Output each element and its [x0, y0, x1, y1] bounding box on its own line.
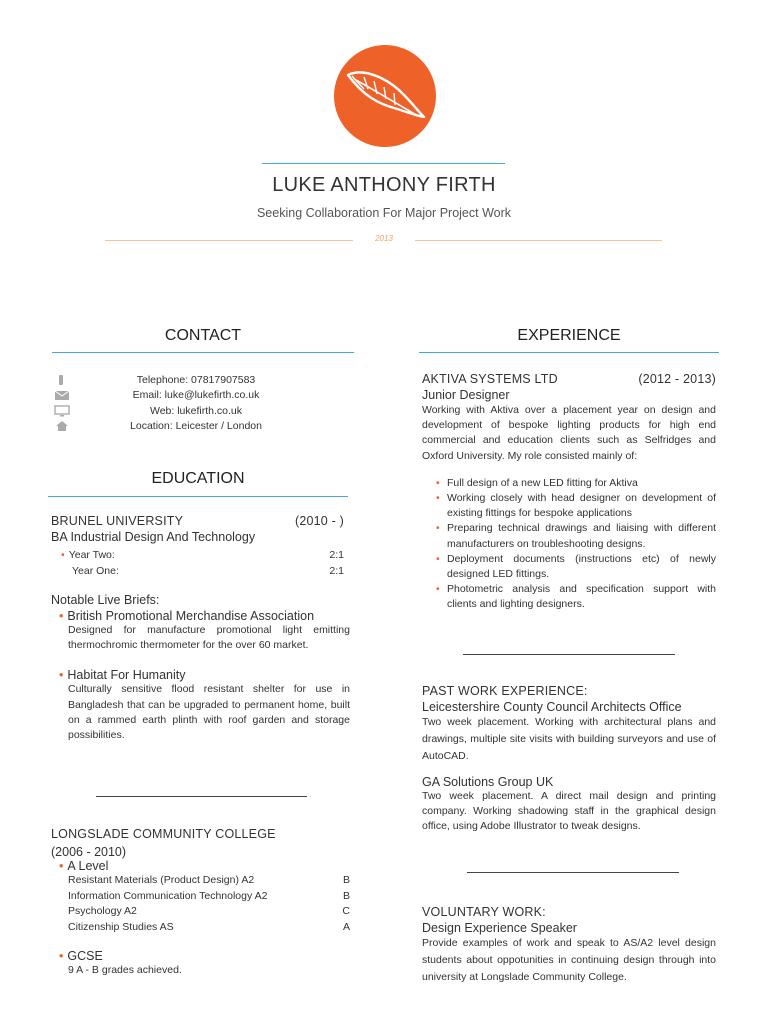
longslade-block [51, 827, 350, 978]
voluntary-role: Design Experience Speaker [422, 921, 577, 935]
feather-icon [334, 45, 436, 147]
past-job-description: Two week placement. A direct mail design and printing company. Working shadowing staff in the graphical design office, using Adobe Illustrator to tweak designs. [422, 790, 716, 833]
bullet-dot: • [59, 949, 64, 963]
contact-row-email [54, 388, 354, 404]
brunel-name: BRUNEL UNIVERSITY [51, 514, 184, 528]
mail-icon [54, 389, 78, 401]
duty-item: • Deployment documents (instructions etc) of newly designed LED fittings. [436, 552, 716, 582]
home-icon [54, 420, 78, 432]
duty-item: • Preparing technical drawings and liaising with different manufacturers on troubleshooting designs. [436, 521, 716, 551]
brunel-block [51, 514, 350, 743]
education-heading: EDUCATION [151, 470, 245, 487]
resume-year: 2013 [375, 234, 393, 243]
monitor-icon [54, 405, 78, 417]
grade-value: 2:1 [329, 549, 344, 561]
past-job-org: GA Solutions Group UK [422, 775, 554, 789]
alevel-row: Resistant Materials (Product Design) A2 B [68, 874, 350, 886]
bullet-dot: • [61, 549, 65, 561]
contact-rule [52, 352, 354, 353]
grade-row [61, 548, 344, 564]
contact-web[interactable]: Web: lukefirth.co.uk [149, 404, 242, 417]
grade-value: 2:1 [329, 564, 344, 577]
longslade-name: LONGSLADE COMMUNITY COLLEGE [51, 827, 276, 841]
contact-row-web [54, 403, 354, 419]
longslade-years: (2006 - 2010) [51, 845, 127, 859]
brief-title: • British Promotional Merchandise Association [59, 609, 315, 623]
contact-list [54, 372, 354, 434]
alevel-title: • A Level [59, 859, 109, 873]
gcse-text: 9 A - B grades achieved. [68, 964, 182, 976]
experience-heading: EXPERIENCE [517, 327, 621, 344]
alevel-row: Information Communication Technology A2 B [68, 889, 350, 902]
voluntary-block [422, 905, 716, 986]
aktiva-block [422, 372, 716, 613]
header-right-rule [415, 240, 662, 241]
resume-tagline: Seeking Collaboration For Major Project Work [256, 206, 512, 220]
experience-divider-2 [467, 872, 679, 873]
header-top-rule [262, 163, 505, 164]
grade-label: Year Two: [68, 549, 115, 561]
brief-title: • Habitat For Humanity [59, 668, 186, 683]
brunel-degree: BA Industrial Design And Technology [51, 530, 256, 544]
contact-email[interactable]: Email: luke@lukefirth.co.uk [132, 389, 260, 402]
aktiva-role: Junior Designer [422, 388, 510, 402]
contact-phone[interactable]: Telephone: 07817907583 [136, 373, 256, 386]
past-job-description: Two week placement. Working with architectural plans and drawings, multiple site visits with building surveyors and use of AutoCAD. [422, 716, 716, 762]
contact-row-location [54, 419, 354, 435]
aktiva-years: (2012 - 2013) [638, 372, 716, 386]
duty-item: • Working closely with head designer on development of existing fittings for bespoke applications [436, 491, 716, 521]
brief-description: Designed for manufacture promotional light emitting thermochromic thermometer for the over 60 market. [68, 624, 350, 652]
bullet-dot: • [59, 609, 64, 623]
brief-description: Culturally sensitive flood resistant shelter for use in Bangladesh that can be upgraded to permanent home, built on a rammed earth plinth with roof garden and storage possibilities. [68, 683, 350, 742]
voluntary-title: VOLUNTARY WORK: [422, 905, 546, 919]
aktiva-company: AKTIVA SYSTEMS LTD [422, 372, 558, 386]
resume-name: LUKE ANTHONY FIRTH [272, 174, 496, 196]
contact-row-phone [54, 372, 354, 388]
bullet-dot: • [59, 859, 64, 873]
voluntary-description: Provide examples of work and speak to AS/A2 level design students about oppotunities in continuing design through into university at Longslade Community College. [422, 937, 716, 983]
contact-location: Location: Leicester / London [130, 420, 262, 433]
past-work-block [422, 684, 716, 835]
brunel-years: (2010 - ) [294, 514, 344, 528]
past-work-title: PAST WORK EXPERIENCE: [422, 684, 588, 698]
aktiva-duties [422, 476, 716, 613]
past-job-org: Leicestershire County Council Architects Office [422, 700, 682, 714]
contact-heading: CONTACT [164, 327, 242, 344]
grade-row [61, 564, 344, 580]
education-rule [48, 496, 348, 497]
logo [334, 45, 436, 147]
header-left-rule [105, 240, 353, 241]
phone-icon [54, 374, 78, 386]
aktiva-description: Working with Aktiva over a placement year on design and development of bespoke lighting products for high end commercial and education clients such as Selfridges and Oxford University. My role consisted mainly of: [422, 404, 716, 462]
experience-divider-1 [463, 654, 675, 655]
briefs-title: Notable Live Briefs: [51, 593, 160, 607]
alevel-row: Psychology A2 C [68, 905, 350, 917]
duty-item: • Photometric analysis and specification support with clients and lighting designers. [436, 582, 716, 612]
grade-label: Year One: [72, 564, 119, 577]
duty-item: • Full design of a new LED fitting for Aktiva [436, 476, 716, 491]
education-divider [96, 796, 307, 797]
alevel-row: Citizenship Studies AS A [68, 920, 350, 933]
gcse-title: • GCSE [59, 949, 103, 963]
bullet-dot: • [59, 668, 64, 683]
experience-rule [419, 352, 719, 353]
